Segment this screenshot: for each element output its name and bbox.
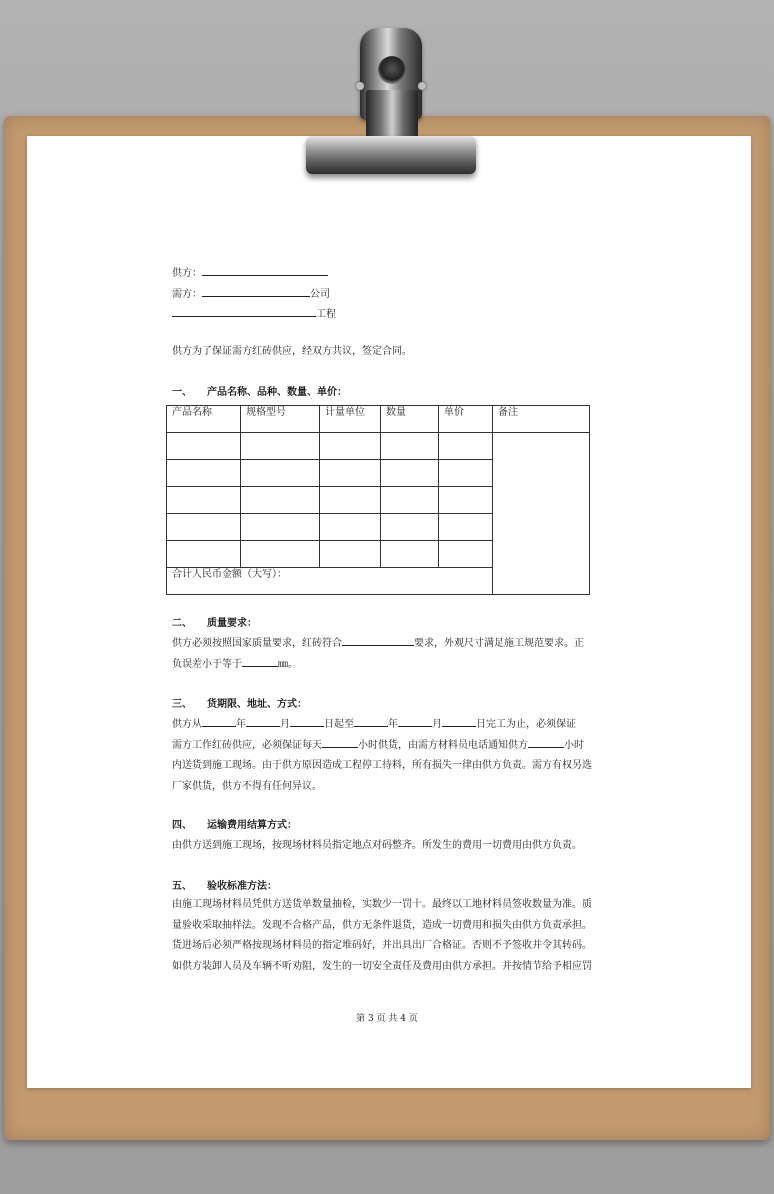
quality-standard-blank: [342, 635, 414, 646]
section-2-text: 供方必须按照国家质量要求，红砖符合 要求，外观尺寸满足施工规范要求。正 负误差小于等于 ㎜。: [172, 634, 602, 675]
table-header-row: [167, 406, 590, 433]
section-2-title: 二、 质量要求：: [172, 618, 257, 629]
section-1-title: 一、 产品名称、品种、数量、单价：: [172, 387, 347, 398]
supplier-blank: [202, 265, 328, 276]
page-number: 第 3 页 共 4 页: [356, 1014, 418, 1024]
supplier-line: [172, 265, 328, 280]
clip-hole-icon: [378, 56, 406, 84]
total-amount-label: 合计人民币金额（大写）：: [167, 568, 493, 595]
col-spec-model: 规格型号: [241, 406, 320, 433]
intro-text: 供方为了保证需方红砖供应，经双方共议，签定合同。: [172, 346, 412, 357]
project-line: [172, 306, 336, 321]
buyer-blank: [202, 286, 310, 297]
col-unit-price: 单价: [439, 406, 493, 433]
clip-rivet-icon: [356, 82, 364, 90]
clip-rivet-icon: [418, 82, 426, 90]
supplier-label: 供方：: [172, 268, 202, 279]
col-product-name: 产品名称: [167, 406, 241, 433]
section-4-text: 由供方送到施工现场，按现场材料员指定地点对码整齐。所发生的费用一切费用由供方负责。: [172, 840, 582, 851]
col-quantity: 数量: [381, 406, 439, 433]
section-3-text: 供方从 年 月 日起至 年 月 日完工为止，必须保证 需方工作红砖供应，必须保证每天 小时供货，由需方材料员电话通知供方 小时 内送货到施工现场。由于供方原因造成工程停工待料，所有损失一律由供方负责。需方有权另选 厂家供货，供方不得有任何异议。: [172, 715, 602, 797]
project-suffix: 工程: [316, 309, 336, 320]
buyer-label: 需方：: [172, 289, 202, 300]
clip-base: [306, 136, 476, 174]
col-remarks: 备注: [493, 406, 590, 433]
buyer-line: [172, 286, 330, 301]
section-3-title: 三、 货期限、地址、方式：: [172, 699, 307, 710]
col-unit: 计量单位: [320, 406, 381, 433]
tolerance-blank: [242, 656, 278, 667]
section-4-title: 四、 运输费用结算方式：: [172, 820, 297, 831]
section-5-text: 由施工现场材料员凭供方送货单数量抽检，实数少一罚十。最终以工地材料员签收数量为准。质 量验收采取抽样法。发现不合格产品，供方无条件退货，造成一切费用和损失由供方负责承担。 货进场后必须严格按现场材料员的指定堆码好，并出具出厂合格证。否则不予签收并令其转码。 如供方装卸人员及车辆不听劝阻，发生的一切安全责任及费用由供方承担。并按情节给予相应罚: [172, 899, 592, 972]
project-blank: [172, 306, 316, 317]
table-row: [167, 433, 590, 460]
remarks-cell: [493, 433, 590, 595]
product-table: [166, 405, 590, 595]
buyer-suffix: 公司: [310, 289, 330, 300]
clip-neck: [366, 90, 418, 138]
section-5-title: 五、 验收标准方法：: [172, 881, 277, 892]
